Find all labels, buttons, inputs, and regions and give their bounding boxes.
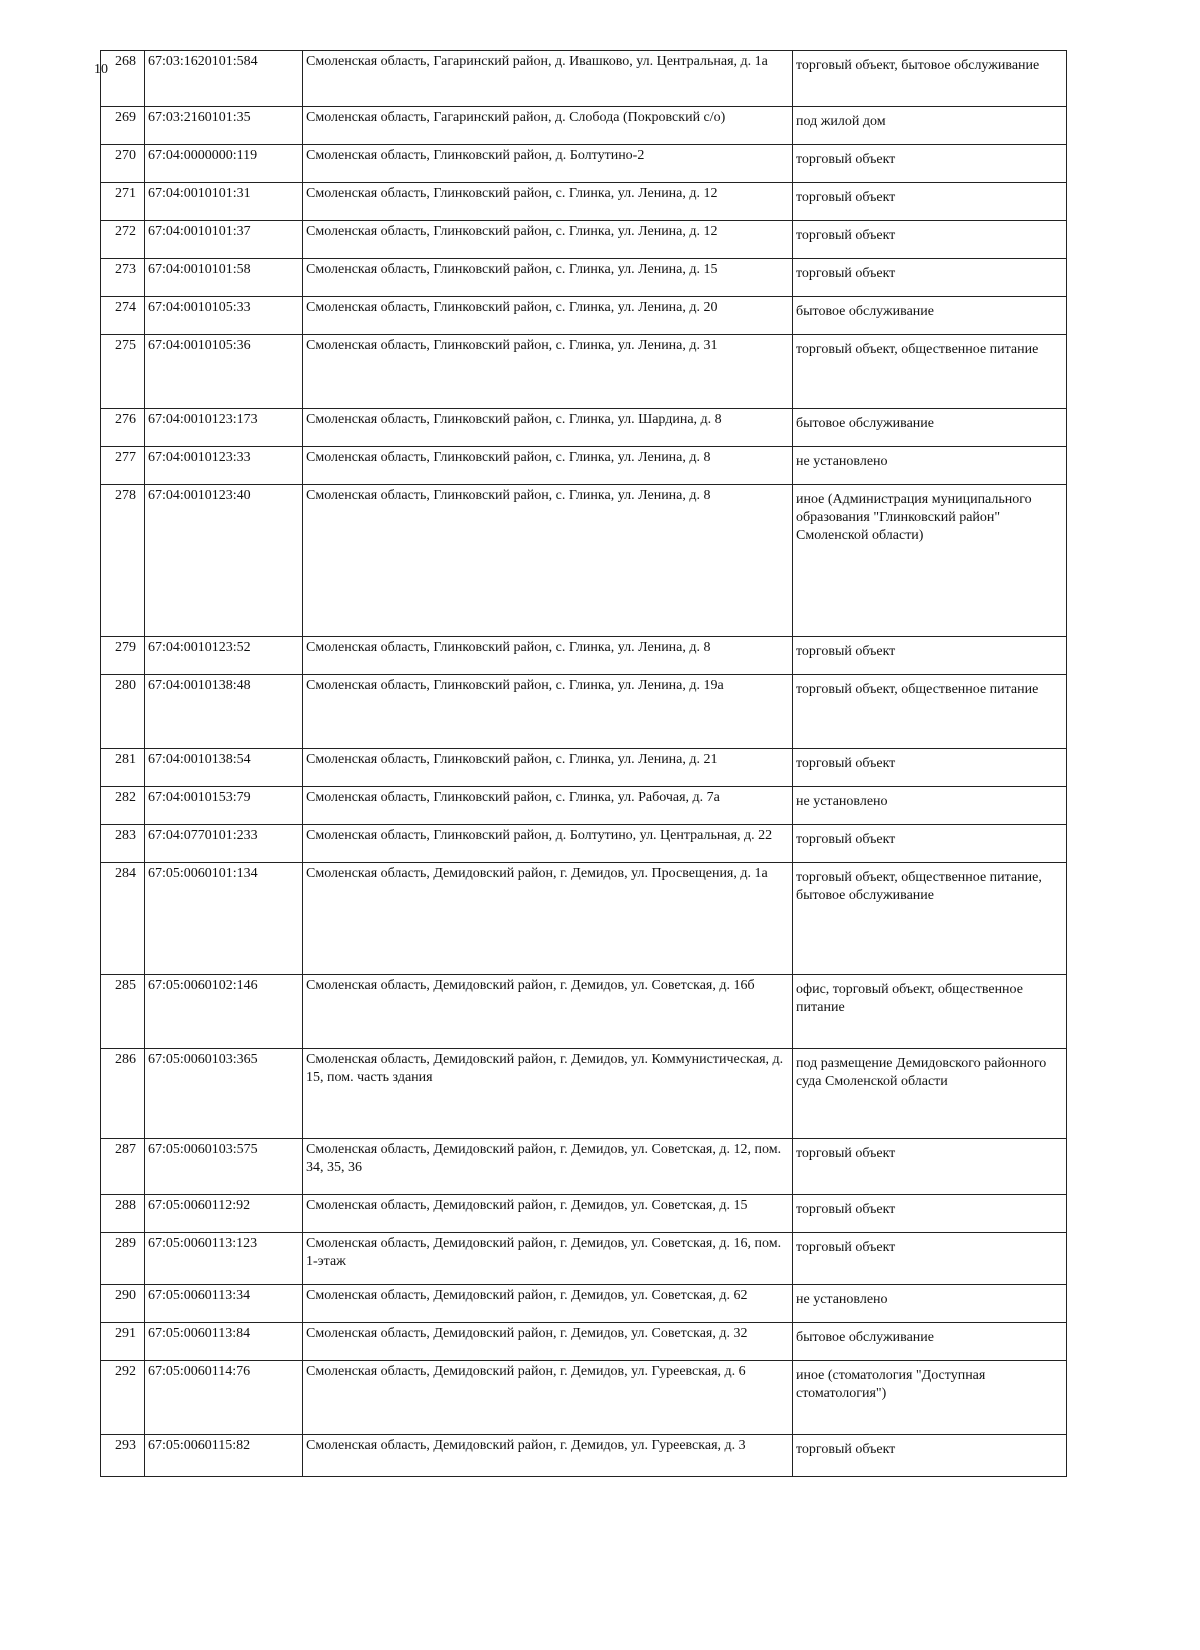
- row-number-cell: 276: [101, 409, 145, 447]
- address-cell: Смоленская область, Глинковский район, с. Глинка, ул. Ленина, д. 8: [303, 447, 793, 485]
- cadastral-number-cell: 67:04:0010101:31: [145, 183, 303, 221]
- table-row: [101, 637, 1067, 675]
- cadastral-number-cell: 67:03:2160101:35: [145, 107, 303, 145]
- row-number-cell: 268: [101, 51, 145, 107]
- usage-cell: не установлено: [793, 447, 1067, 485]
- usage-cell: торговый объект: [793, 637, 1067, 675]
- address-cell: Смоленская область, Демидовский район, г. Демидов, ул. Советская, д. 62: [303, 1285, 793, 1323]
- table-row: [101, 1435, 1067, 1477]
- cadastral-number-cell: 67:05:0060101:134: [145, 863, 303, 975]
- usage-cell: торговый объект, общественное питание, бытовое обслуживание: [793, 863, 1067, 975]
- cadastral-number-cell: 67:04:0010123:173: [145, 409, 303, 447]
- row-number-cell: 279: [101, 637, 145, 675]
- cadastral-number-cell: 67:05:0060103:575: [145, 1139, 303, 1195]
- row-number-cell: 280: [101, 675, 145, 749]
- address-cell: Смоленская область, Демидовский район, г. Демидов, ул. Советская, д. 16, пом. 1-этаж: [303, 1233, 793, 1285]
- row-number-cell: 292: [101, 1361, 145, 1435]
- address-cell: Смоленская область, Глинковский район, с. Глинка, ул. Ленина, д. 19а: [303, 675, 793, 749]
- row-number-cell: 275: [101, 335, 145, 409]
- address-cell: Смоленская область, Глинковский район, с. Глинка, ул. Ленина, д. 20: [303, 297, 793, 335]
- row-number-cell: 289: [101, 1233, 145, 1285]
- usage-cell: бытовое обслуживание: [793, 1323, 1067, 1361]
- address-cell: Смоленская область, Глинковский район, с. Глинка, ул. Ленина, д. 15: [303, 259, 793, 297]
- table-row: [101, 749, 1067, 787]
- usage-cell: торговый объект, общественное питание: [793, 335, 1067, 409]
- table-row: [101, 107, 1067, 145]
- table-row: [101, 787, 1067, 825]
- table-row: [101, 447, 1067, 485]
- cadastral-number-cell: 67:04:0010123:40: [145, 485, 303, 637]
- row-number-cell: 277: [101, 447, 145, 485]
- address-cell: Смоленская область, Демидовский район, г. Демидов, ул. Просвещения, д. 1а: [303, 863, 793, 975]
- table-row: [101, 259, 1067, 297]
- cadastral-number-cell: 67:04:0010123:33: [145, 447, 303, 485]
- property-table: [100, 50, 1067, 1477]
- cadastral-number-cell: 67:04:0770101:233: [145, 825, 303, 863]
- cadastral-number-cell: 67:03:1620101:584: [145, 51, 303, 107]
- cadastral-number-cell: 67:04:0010101:37: [145, 221, 303, 259]
- cadastral-number-cell: 67:04:0010123:52: [145, 637, 303, 675]
- table-row: [101, 297, 1067, 335]
- row-number-cell: 269: [101, 107, 145, 145]
- address-cell: Смоленская область, Гагаринский район, д. Слобода (Покровский с/о): [303, 107, 793, 145]
- usage-cell: под размещение Демидовского районного суда Смоленской области: [793, 1049, 1067, 1139]
- address-cell: Смоленская область, Глинковский район, с. Глинка, ул. Ленина, д. 21: [303, 749, 793, 787]
- cadastral-number-cell: 67:05:0060112:92: [145, 1195, 303, 1233]
- address-cell: Смоленская область, Демидовский район, г. Демидов, ул. Советская, д. 15: [303, 1195, 793, 1233]
- row-number-cell: 272: [101, 221, 145, 259]
- table-row: [101, 485, 1067, 637]
- usage-cell: не установлено: [793, 787, 1067, 825]
- usage-cell: торговый объект: [793, 1139, 1067, 1195]
- address-cell: Смоленская область, Демидовский район, г. Демидов, ул. Советская, д. 12, пом. 34, 35, 36: [303, 1139, 793, 1195]
- address-cell: Смоленская область, Глинковский район, с. Глинка, ул. Рабочая, д. 7а: [303, 787, 793, 825]
- table-row: [101, 51, 1067, 107]
- usage-cell: торговый объект: [793, 221, 1067, 259]
- row-number-cell: 283: [101, 825, 145, 863]
- table-row: [101, 221, 1067, 259]
- table-row: [101, 409, 1067, 447]
- cadastral-number-cell: 67:05:0060113:34: [145, 1285, 303, 1323]
- address-cell: Смоленская область, Глинковский район, с. Глинка, ул. Ленина, д. 31: [303, 335, 793, 409]
- cadastral-number-cell: 67:05:0060113:84: [145, 1323, 303, 1361]
- table-row: [101, 975, 1067, 1049]
- usage-cell: торговый объект: [793, 825, 1067, 863]
- address-cell: Смоленская область, Глинковский район, с. Глинка, ул. Ленина, д. 8: [303, 637, 793, 675]
- cadastral-number-cell: 67:04:0000000:119: [145, 145, 303, 183]
- row-number-cell: 271: [101, 183, 145, 221]
- cadastral-number-cell: 67:05:0060115:82: [145, 1435, 303, 1477]
- table-row: [101, 1233, 1067, 1285]
- usage-cell: торговый объект: [793, 749, 1067, 787]
- usage-cell: иное (стоматология "Доступная стоматология"): [793, 1361, 1067, 1435]
- table-row: [101, 1195, 1067, 1233]
- cadastral-number-cell: 67:05:0060103:365: [145, 1049, 303, 1139]
- usage-cell: иное (Администрация муниципального образования "Глинковский район" Смоленской области): [793, 485, 1067, 637]
- page-number: 10: [94, 62, 108, 77]
- row-number-cell: 293: [101, 1435, 145, 1477]
- table-row: [101, 675, 1067, 749]
- usage-cell: торговый объект: [793, 183, 1067, 221]
- address-cell: Смоленская область, Демидовский район, г. Демидов, ул. Советская, д. 16б: [303, 975, 793, 1049]
- cadastral-number-cell: 67:05:0060102:146: [145, 975, 303, 1049]
- address-cell: Смоленская область, Глинковский район, с. Глинка, ул. Шардина, д. 8: [303, 409, 793, 447]
- usage-cell: торговый объект, общественное питание: [793, 675, 1067, 749]
- address-cell: Смоленская область, Глинковский район, с. Глинка, ул. Ленина, д. 12: [303, 221, 793, 259]
- usage-cell: торговый объект: [793, 145, 1067, 183]
- address-cell: Смоленская область, Глинковский район, д. Болтутино-2: [303, 145, 793, 183]
- table-row: [101, 1361, 1067, 1435]
- usage-cell: торговый объект, бытовое обслуживание: [793, 51, 1067, 107]
- cadastral-number-cell: 67:04:0010105:33: [145, 297, 303, 335]
- row-number-cell: 282: [101, 787, 145, 825]
- usage-cell: торговый объект: [793, 1233, 1067, 1285]
- row-number-cell: 288: [101, 1195, 145, 1233]
- row-number-cell: 281: [101, 749, 145, 787]
- row-number-cell: 270: [101, 145, 145, 183]
- row-number-cell: 291: [101, 1323, 145, 1361]
- usage-cell: бытовое обслуживание: [793, 297, 1067, 335]
- usage-cell: торговый объект: [793, 1435, 1067, 1477]
- row-number-cell: 287: [101, 1139, 145, 1195]
- usage-cell: торговый объект: [793, 1195, 1067, 1233]
- usage-cell: под жилой дом: [793, 107, 1067, 145]
- cadastral-number-cell: 67:05:0060113:123: [145, 1233, 303, 1285]
- cadastral-number-cell: 67:04:0010105:36: [145, 335, 303, 409]
- table-row: [101, 183, 1067, 221]
- table-row: [101, 825, 1067, 863]
- address-cell: Смоленская область, Глинковский район, с. Глинка, ул. Ленина, д. 12: [303, 183, 793, 221]
- usage-cell: офис, торговый объект, общественное питание: [793, 975, 1067, 1049]
- table-row: [101, 863, 1067, 975]
- cadastral-number-cell: 67:04:0010138:54: [145, 749, 303, 787]
- table-row: [101, 1323, 1067, 1361]
- row-number-cell: 278: [101, 485, 145, 637]
- cadastral-number-cell: 67:05:0060114:76: [145, 1361, 303, 1435]
- usage-cell: торговый объект: [793, 259, 1067, 297]
- table-row: [101, 145, 1067, 183]
- address-cell: Смоленская область, Гагаринский район, д. Ивашково, ул. Центральная, д. 1а: [303, 51, 793, 107]
- address-cell: Смоленская область, Демидовский район, г. Демидов, ул. Коммунистическая, д. 15, пом. часть здания: [303, 1049, 793, 1139]
- cadastral-number-cell: 67:04:0010101:58: [145, 259, 303, 297]
- address-cell: Смоленская область, Глинковский район, д. Болтутино, ул. Центральная, д. 22: [303, 825, 793, 863]
- address-cell: Смоленская область, Демидовский район, г. Демидов, ул. Гуреевская, д. 3: [303, 1435, 793, 1477]
- row-number-cell: 285: [101, 975, 145, 1049]
- row-number-cell: 273: [101, 259, 145, 297]
- table-row: [101, 1139, 1067, 1195]
- table-row: [101, 335, 1067, 409]
- usage-cell: не установлено: [793, 1285, 1067, 1323]
- row-number-cell: 274: [101, 297, 145, 335]
- address-cell: Смоленская область, Демидовский район, г. Демидов, ул. Гуреевская, д. 6: [303, 1361, 793, 1435]
- address-cell: Смоленская область, Глинковский район, с. Глинка, ул. Ленина, д. 8: [303, 485, 793, 637]
- row-number-cell: 286: [101, 1049, 145, 1139]
- usage-cell: бытовое обслуживание: [793, 409, 1067, 447]
- table-row: [101, 1049, 1067, 1139]
- cadastral-number-cell: 67:04:0010138:48: [145, 675, 303, 749]
- cadastral-number-cell: 67:04:0010153:79: [145, 787, 303, 825]
- row-number-cell: 284: [101, 863, 145, 975]
- table-row: [101, 1285, 1067, 1323]
- address-cell: Смоленская область, Демидовский район, г. Демидов, ул. Советская, д. 32: [303, 1323, 793, 1361]
- row-number-cell: 290: [101, 1285, 145, 1323]
